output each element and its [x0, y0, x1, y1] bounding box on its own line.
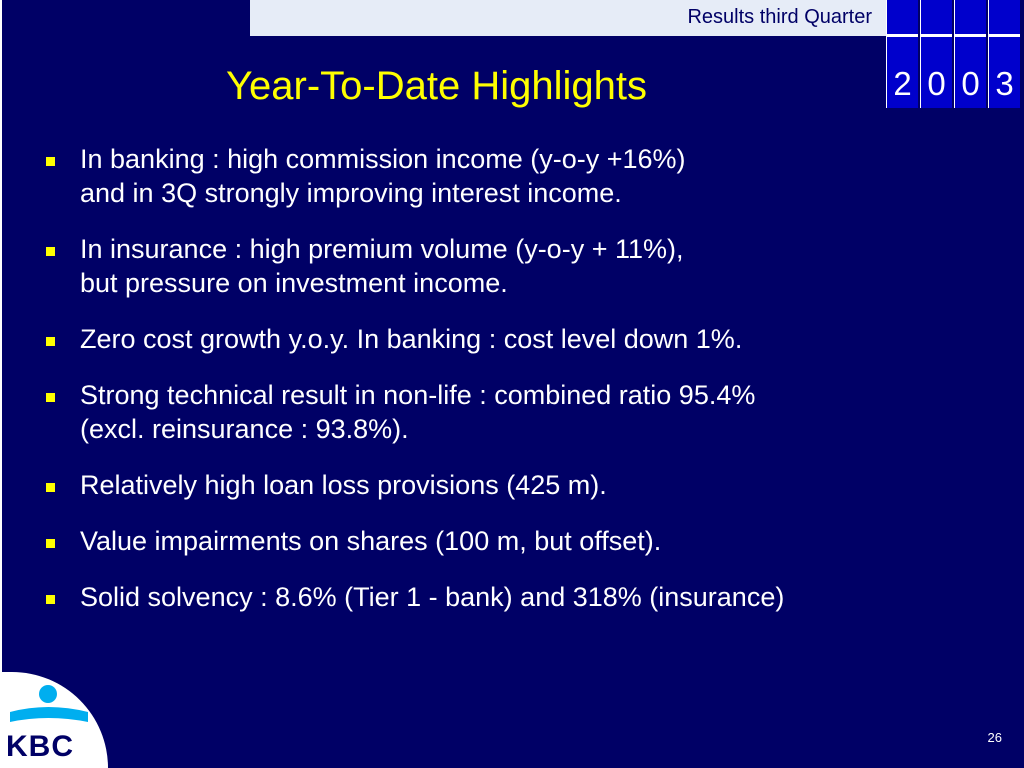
header-label: Results third Quarter [687, 6, 872, 28]
kbc-logo [0, 672, 108, 768]
bullet-text: Strong technical result in non-life : combined ratio 95.4% [80, 380, 756, 410]
bullet-text: Solid solvency : 8.6% (Tier 1 - bank) and 318% (insurance) [80, 582, 785, 612]
bullet-text: but pressure on investment income. [80, 268, 508, 298]
bullet-text: In insurance : high premium volume (y-o-y + 11%), [80, 234, 684, 264]
bullet-square-icon [46, 157, 55, 166]
bullet-square-icon [46, 595, 55, 604]
year-cell [886, 0, 918, 108]
year-box [886, 0, 1024, 108]
year-digit: 0 [927, 65, 946, 102]
bullet-text: Zero cost growth y.o.y. In banking : cost level down 1%. [80, 324, 743, 354]
bullet-square-icon [46, 483, 55, 492]
bullet-text: Relatively high loan loss provisions (425 m). [80, 470, 607, 500]
bullet-square-icon [46, 393, 55, 402]
bullet-item [40, 524, 940, 558]
bullet-item [40, 468, 940, 502]
slide-title: Year-To-Date Highlights [226, 64, 647, 108]
bullet-item [40, 378, 940, 446]
year-cell [954, 0, 986, 108]
bullet-item [40, 232, 940, 300]
bullet-text: and in 3Q strongly improving interest income. [80, 178, 622, 208]
year-digit: 3 [995, 65, 1014, 102]
bullet-item [40, 580, 940, 614]
year-cell [988, 0, 1020, 108]
bullet-square-icon [46, 539, 55, 548]
bullet-item [40, 322, 940, 356]
bullet-text: In banking : high commission income (y-o-y +16%) [80, 144, 686, 174]
bullet-list [40, 142, 940, 636]
year-digit: 2 [893, 65, 912, 102]
bullet-text: Value impairments on shares (100 m, but offset). [80, 526, 662, 556]
header-strip [250, 0, 886, 36]
bullet-square-icon [46, 247, 55, 256]
bullet-square-icon [46, 337, 55, 346]
kbc-logo-text: KBC [6, 730, 74, 763]
bullet-text: (excl. reinsurance : 93.8%). [80, 414, 409, 444]
year-cell [920, 0, 952, 108]
year-digit: 0 [961, 65, 980, 102]
page-number: 26 [987, 730, 1002, 745]
bullet-item [40, 142, 940, 210]
